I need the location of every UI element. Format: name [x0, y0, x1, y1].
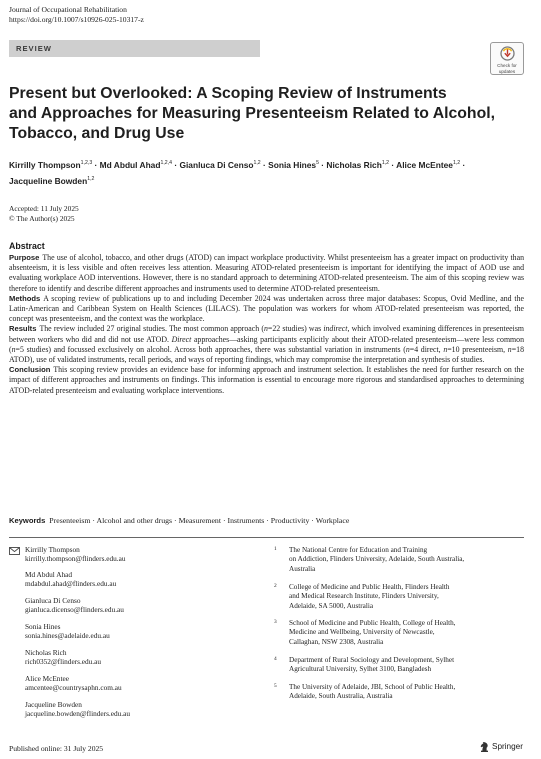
author-separator: ·	[92, 160, 100, 170]
affiliation-number: 1	[274, 546, 277, 552]
results-n: n	[443, 344, 448, 354]
contact-name: Alice McEntee	[25, 674, 69, 683]
abstract-methods	[9, 294, 524, 325]
author-name[interactable]: Md Abdul Ahad	[99, 160, 161, 170]
contact-email[interactable]: gianluca.dicenso@flinders.edu.au	[25, 605, 124, 615]
affiliation-line: and Medical Research Institute, Flinders University,	[289, 592, 439, 601]
author-name[interactable]: Jacqueline Bowden	[9, 175, 88, 186]
author-name[interactable]: Kirrilly Thompson	[9, 160, 81, 170]
badge-line-2: updates	[498, 68, 516, 74]
abstract-purpose	[9, 253, 524, 294]
contact-name: Jacqueline Bowden	[25, 700, 82, 709]
contact-block	[25, 622, 245, 641]
badge-line-1: Check for	[497, 63, 517, 68]
affiliation-line: on Addiction, Flinders University, Adelaide, South Australia,	[289, 555, 465, 564]
author-name[interactable]: Sonia Hines	[268, 160, 317, 170]
author-name[interactable]: Gianluca Di Censo	[179, 160, 254, 170]
envelope-icon	[9, 547, 20, 555]
author-separator: ·	[172, 160, 180, 170]
contact-block	[25, 674, 245, 693]
results-text: =4 direct,	[409, 344, 444, 354]
chess-knight-icon	[479, 741, 490, 753]
author-list	[9, 157, 529, 188]
contact-email[interactable]: kirrilly.thompson@flinders.edu.au	[25, 554, 126, 564]
author-affiliation-ref: 1,2	[253, 160, 261, 166]
results-text: =22 studies) was	[267, 324, 324, 334]
check-for-updates-badge[interactable]	[490, 42, 524, 75]
contact-name: Kirrilly Thompson	[25, 545, 80, 554]
author-affiliation-ref: 1,2	[87, 175, 95, 182]
title-line-2: and Approaches for Measuring Presenteeism Related to Alcohol,	[9, 105, 496, 123]
contact-block	[25, 545, 245, 564]
results-text: , which involved examining differences in presenteeism between workers who did and did not use ATOD.	[9, 324, 524, 344]
keywords-text: Presenteeism · Alcohol and other drugs · Measurement · Instruments · Productivity · Workplace	[49, 516, 350, 525]
results-n: n	[405, 344, 410, 354]
affiliation-line: School of Medicine and Public Health, College of Health,	[289, 619, 456, 627]
affiliation-number: 2	[274, 583, 277, 589]
purpose-text: The use of alcohol, tobacco, and other drugs (ATOD) can impact workplace productivity. Whilst presenteeism has a greater impact on productivity than absenteeism, it is less visible and often receives less attention. Measuring ATOD-related presenteeism is important for identifying the impact of AOD use and evaluating workplace AOD interventions. However, there is no standard approach to determining ATOD-related presenteeism. The aim of this scoping review was therefore to identify and describe different approaches and instruments used to determine ATOD-related presenteeism.	[9, 253, 524, 293]
contact-block	[25, 700, 245, 719]
check-updates-icon	[500, 46, 515, 61]
affiliation-line: Australia	[289, 564, 316, 573]
author-name[interactable]: Nicholas Rich	[326, 160, 382, 170]
affiliation-line: Department of Rural Sociology and Development, Sylhet	[289, 656, 455, 664]
title-line-1: Present but Overlooked: A Scoping Review of Instruments	[9, 85, 447, 102]
author-separator: ·	[460, 160, 466, 170]
author-affiliation-ref: 5	[316, 160, 319, 166]
affiliation-line: The University of Adelaide, JBI, School of Public Health,	[289, 683, 456, 691]
section-label: REVIEW	[16, 43, 52, 53]
results-text: =5 studies) and focussed exclusively on alcohol. Across both approaches, there was substantial variation in instruments (	[15, 344, 406, 354]
results-label: Results	[9, 324, 37, 334]
keywords-label: Keywords	[9, 516, 46, 525]
contact-block	[25, 596, 245, 615]
abstract-body	[9, 253, 524, 396]
contact-name: Md Abdul Ahad	[25, 570, 73, 579]
results-text: =18 ATOD), use of validated instruments, recall periods, and ways of reporting findings, which may compromise the interpretation and synthesis of studies.	[9, 344, 524, 365]
results-n: n	[263, 324, 268, 334]
author-separator: ·	[318, 160, 327, 170]
keywords	[9, 516, 524, 526]
affiliation-line: Medicine and Wellbeing, University of Newcastle,	[289, 628, 435, 637]
affiliation-line: Agricultural University, Sylhet 3100, Bangladesh	[289, 665, 432, 674]
affiliation-line: Callaghan, NSW 2308, Australia	[289, 637, 384, 646]
results-text: =10 presenteeism,	[447, 344, 508, 354]
contact-block	[25, 648, 245, 667]
abstract-results	[9, 324, 524, 365]
title-line-3: Tobacco, and Drug Use	[9, 125, 185, 143]
section-label-bar	[9, 40, 260, 57]
abstract-heading: Abstract	[9, 241, 45, 251]
article-title	[9, 84, 509, 145]
author-affiliation-ref: 1,2,3	[80, 160, 93, 166]
publisher-name: Springer	[492, 742, 523, 751]
results-text: approaches—asking participants explicitly about their ATOD-related presenteeism—were less common (	[9, 334, 524, 354]
conclusion-label: Conclusion	[9, 365, 51, 375]
methods-label: Methods	[9, 293, 41, 303]
abstract-conclusion	[9, 365, 524, 396]
contact-email[interactable]: jacqueline.bowden@flinders.edu.au	[25, 709, 130, 719]
affiliation-number: 4	[274, 656, 277, 662]
accepted-date: Accepted: 11 July 2025	[9, 204, 79, 213]
purpose-label: Purpose	[9, 253, 40, 262]
author-affiliation-ref: 1,2	[381, 160, 390, 166]
contact-email[interactable]: rich0352@flinders.edu.au	[25, 657, 102, 667]
affiliation-number: 5	[274, 683, 277, 689]
results-n: n	[11, 344, 16, 354]
author-affiliation-ref: 1,2,4	[160, 160, 173, 166]
affiliation-number: 3	[274, 619, 277, 625]
author-affiliation-ref: 1,2	[452, 160, 461, 166]
results-emphasis: Direct	[171, 334, 192, 344]
contact-block	[25, 570, 245, 589]
results-emphasis: indirect	[323, 324, 348, 334]
conclusion-text: This scoping review provides an evidence base for informing approach and instrument selection. It establishes the need for further research on the impact of different approaches and instruments on findings. This information is essential to encourage more rigorous and standardised approaches to determining ATOD-related presenteeism and evaluating workplace interventions.	[9, 365, 524, 395]
methods-text: A scoping review of publications up to and including December 2024 was undertaken across three major databases: Scopus, Ovid Medline, and the Latin-American and Caribbean System on Health Sciences (LILACS). The population was workers for whom ATOD-related presenteeism was reported, the concept was presenteeism, and the context was the workplace.	[9, 293, 524, 324]
contact-name: Nicholas Rich	[25, 648, 67, 657]
contact-name: Sonia Hines	[25, 622, 61, 631]
journal-name: Journal of Occupational Rehabilitation	[9, 5, 127, 14]
affiliation-line: Adelaide, South Australia, Australia	[289, 692, 393, 701]
affiliation-line: Adelaide, SA 5000, Australia	[289, 601, 374, 610]
results-text: The review included 27 original studies. The most common approach (	[39, 324, 264, 334]
contact-email[interactable]: amcentee@countrysaphn.com.au	[25, 683, 122, 693]
divider	[9, 537, 524, 538]
published-date: Published online: 31 July 2025	[9, 744, 104, 753]
author-separator: ·	[260, 160, 269, 170]
doi-link[interactable]: https://doi.org/10.1007/s10926-025-10317-z	[9, 15, 144, 24]
author-name[interactable]: Alice McEntee	[396, 160, 453, 170]
results-n: n	[507, 344, 512, 354]
affiliation-line: The National Centre for Education and Training	[289, 546, 428, 554]
affiliation-line: College of Medicine and Public Health, Flinders Health	[289, 583, 450, 591]
contact-name: Gianluca Di Censo	[25, 596, 81, 605]
copyright-notice: © The Author(s) 2025	[9, 213, 75, 223]
author-separator: ·	[389, 160, 397, 170]
contact-email[interactable]: mdabdul.ahad@flinders.edu.au	[25, 579, 117, 589]
contact-email[interactable]: sonia.hines@adelaide.edu.au	[25, 631, 110, 641]
